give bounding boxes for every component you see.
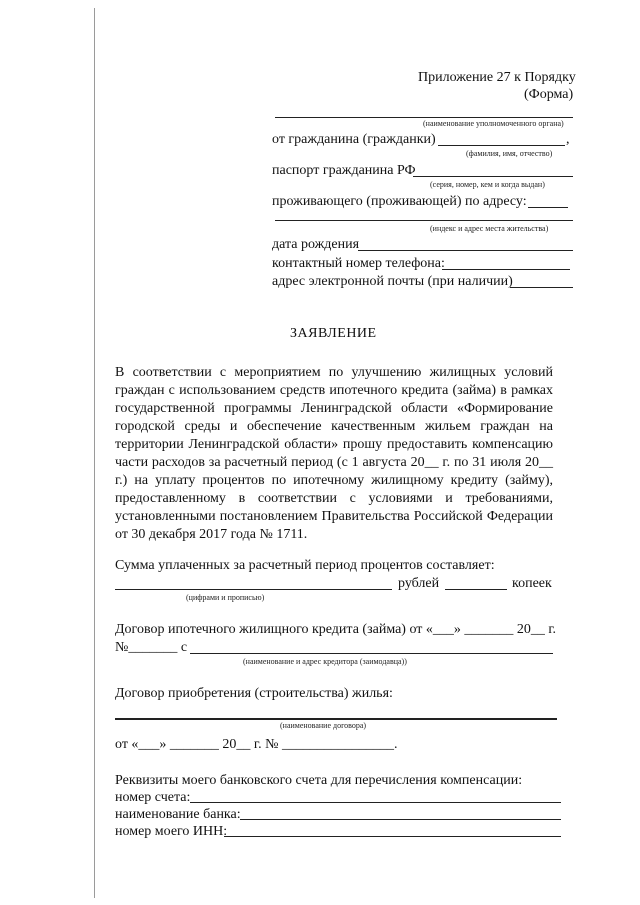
bank-name-line[interactable] — [240, 819, 561, 820]
authority-hint: (наименование уполномоченного органа) — [423, 119, 564, 128]
purchase-contract-line[interactable] — [115, 718, 557, 720]
birth-line[interactable] — [358, 250, 573, 251]
inn-label: номер моего ИНН: — [115, 824, 228, 839]
paragraph-line: городской среды и обеспечение качественным жильем граждан на — [115, 419, 553, 434]
statement-paragraph — [115, 364, 553, 544]
fio-line[interactable] — [438, 145, 565, 146]
email-label: адрес электронной почты (при наличии) — [272, 274, 513, 289]
creditor-line[interactable] — [190, 653, 553, 654]
passport-hint: (серия, номер, кем и когда выдан) — [430, 180, 545, 189]
birth-label: дата рождения — [272, 237, 360, 252]
paragraph-line: государственной программы Ленинградской области «Формирование — [115, 401, 553, 416]
from-comma: , — [566, 132, 570, 147]
passport-line[interactable] — [413, 176, 573, 177]
phone-label: контактный номер телефона: — [272, 256, 445, 271]
account-line[interactable] — [190, 802, 561, 803]
mortgage-number-label: №_______ с — [115, 640, 188, 655]
sum-label: Сумма уплаченных за расчетный период процентов составляет: — [115, 558, 495, 573]
fio-hint: (фамилия, имя, отчество) — [466, 149, 553, 158]
paragraph-line: предоставленному в соответствии с условиями и требованиями, — [115, 491, 553, 506]
form-label: (Форма) — [524, 87, 574, 102]
purchase-date-line: от «___» _______ 20__ г. № ________________. — [115, 737, 398, 752]
rubles-label: рублей — [398, 576, 440, 591]
paragraph-line: территории Ленинградской области» прошу предоставить компенсацию — [115, 437, 553, 452]
paragraph-line: установленными постановлением Правительства Российской Федерации — [115, 509, 553, 524]
purchase-contract-label: Договор приобретения (строительства) жилья: — [115, 686, 393, 701]
email-line[interactable] — [510, 287, 573, 288]
address-hint: (индекс и адрес места жительства) — [430, 224, 549, 233]
paragraph-line: граждан с использованием средств ипотечного кредита (займа) в рамках — [115, 383, 553, 398]
phone-line[interactable] — [442, 269, 570, 270]
account-label: номер счета: — [115, 790, 191, 805]
kopecks-label: копеек — [512, 576, 552, 591]
passport-label: паспорт гражданина РФ — [272, 163, 416, 178]
bank-details-label: Реквизиты моего банковского счета для перечисления компенсации: — [115, 773, 523, 788]
address-label: проживающего (проживающей) по адресу: — [272, 194, 527, 209]
paragraph-line: части расходов за расчетный период (с 1 августа 20__ г. по 31 июля 20__ — [115, 455, 553, 470]
authority-line[interactable] — [275, 117, 573, 118]
from-label: от гражданина (гражданки) — [272, 132, 436, 147]
appendix-label: Приложение 27 к Порядку — [418, 70, 576, 85]
kopecks-line[interactable] — [445, 589, 507, 590]
mortgage-contract-label: Договор ипотечного жилищного кредита (займа) от «___» _______ 20__ г. — [115, 622, 557, 637]
bank-name-label: наименование банка: — [115, 807, 241, 822]
paragraph-line: В соответствии с мероприятием по улучшению жилищных условий — [115, 365, 553, 380]
inn-line[interactable] — [224, 836, 561, 837]
address-line-1[interactable] — [528, 207, 568, 208]
sum-hint: (цифрами и прописью) — [186, 593, 265, 602]
creditor-hint: (наименование и адрес кредитора (заимодавца)) — [243, 657, 407, 666]
paragraph-line: от 30 декабря 2017 года № 1711. — [115, 527, 308, 542]
address-line-2[interactable] — [275, 220, 573, 221]
purchase-hint: (наименование договора) — [280, 721, 367, 730]
document-title: ЗАЯВЛЕНИЕ — [290, 326, 377, 341]
sum-amount-line[interactable] — [115, 589, 392, 590]
paragraph-line: г.) на уплату процентов по ипотечному жилищному кредиту (займу), — [115, 473, 553, 488]
scan-margin-line — [94, 8, 95, 898]
